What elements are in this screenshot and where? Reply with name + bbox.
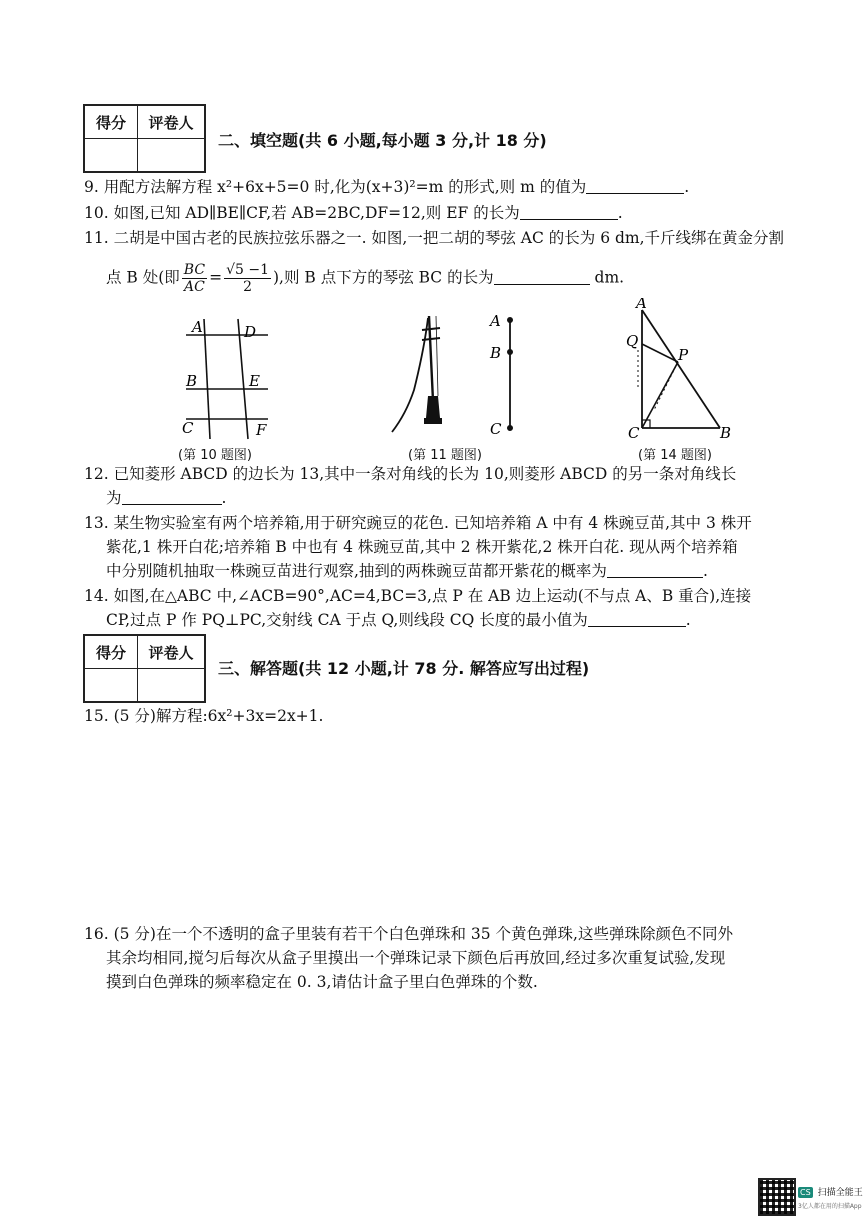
score-cell (84, 669, 138, 703)
question-11-line1: 11. 二胡是中国古老的民族拉弦乐器之一. 如图,一把二胡的琴弦 AC 的长为 6 dm,千斤线绑在黄金分割 (84, 229, 785, 247)
frac2-numerator: √5 −1 (226, 262, 269, 278)
cs-badge: CS (800, 1188, 811, 1197)
label-B: B (720, 424, 732, 442)
label-C: C (182, 419, 194, 437)
point-B (507, 349, 513, 355)
q14-prefix: CP,过点 P 作 PQ⊥PC,交射线 CA 于点 Q,则线段 CQ 长度的最小值为 (106, 611, 588, 629)
label-E: E (249, 372, 260, 390)
q9-text: 9. 用配方法解方程 x²+6x+5=0 时,化为(x+3)²=m 的形式,则 m 的值为 (84, 178, 587, 196)
line-adc (204, 319, 210, 439)
q11-unit: dm. (594, 268, 625, 287)
score-label: 得分 (84, 635, 138, 669)
erhu-base (424, 418, 442, 424)
section2-title: 二、填空题(共 6 小题,每小题 3 分,计 18 分) (218, 131, 547, 150)
frac-denominator: AC (184, 279, 205, 295)
q9-answer-blank[interactable] (586, 177, 684, 194)
score-cell (84, 139, 138, 173)
q11-text-a: 点 B 处(即 (106, 268, 180, 287)
q10-suffix: . (617, 204, 623, 222)
caption-fig10: (第 10 题图) (178, 448, 252, 463)
figure-14 (620, 298, 750, 444)
frac-numerator: BC (183, 262, 206, 278)
caption-fig11: (第 11 题图) (408, 448, 482, 463)
qr-code (758, 1178, 796, 1216)
q13-suffix: . (702, 562, 708, 580)
question-14-line1: 14. 如图,在△ABC 中,∠ACB=90°,AC=4,BC=3,点 P 在 AB 边上运动(不与点 A、B 重合),连接 (84, 587, 752, 605)
q12-suffix: . (221, 489, 227, 507)
question-15: 15. (5 分)解方程:6x²+3x=2x+1. (84, 707, 324, 725)
question-13-line2: 紫花,1 株开白花;培养箱 B 中也有 4 株豌豆苗,其中 2 株开紫花,2 株开白花. 现从两个培养箱 (106, 538, 738, 556)
q13-prefix: 中分别随机抽取一株豌豆苗进行观察,抽到的两株豌豆苗都开紫花的概率为 (106, 562, 607, 580)
figure-11-string (486, 308, 526, 440)
caption-fig14: (第 14 题图) (638, 448, 712, 463)
q11-text-b: ),则 B 点下方的琴弦 BC 的长为 (272, 268, 494, 287)
frac2-denominator: 2 (243, 279, 252, 295)
label-Q: Q (626, 332, 639, 350)
point-A (507, 317, 513, 323)
q14-answer-blank[interactable] (588, 610, 686, 627)
erhu-body (426, 396, 440, 418)
label-C: C (628, 424, 640, 442)
q11-answer-blank[interactable] (494, 268, 590, 285)
question-9 (84, 176, 804, 198)
erhu-peg-1 (422, 328, 440, 330)
q14-suffix: . (685, 611, 691, 629)
question-12-line2 (106, 487, 826, 509)
label-A: A (636, 298, 647, 312)
score-label: 得分 (84, 105, 138, 139)
question-14-line2 (106, 609, 826, 631)
scanner-watermark (798, 1180, 863, 1210)
label-F: F (256, 421, 267, 439)
score-table-section3 (83, 634, 206, 703)
question-16-line2: 其余均相同,搅匀后每次从盒子里摸出一个弹珠记录下颜色后再放回,经过多次重复试验,发现 (106, 949, 726, 967)
question-13-line1: 13. 某生物实验室有两个培养箱,用于研究豌豆的花色. 已知培养箱 A 中有 4 株豌豆苗,其中 3 株开 (84, 514, 752, 532)
question-11-line2 (106, 262, 826, 295)
frac-equals: = (209, 268, 223, 287)
question-13-line3 (106, 560, 826, 582)
q10-answer-blank[interactable] (520, 203, 618, 220)
watermark-title: 扫描全能王 (817, 1188, 863, 1198)
golden-ratio-fraction (182, 262, 207, 295)
label-B: B (490, 344, 502, 362)
reviewer-label: 评卷人 (138, 635, 206, 669)
label-A: A (192, 318, 203, 336)
label-P: P (678, 346, 689, 364)
label-A: A (490, 312, 501, 330)
label-D: D (244, 323, 257, 341)
question-16-line1: 16. (5 分)在一个不透明的盒子里装有若干个白色弹珠和 35 个黄色弹珠,这些弹珠除颜色不同外 (84, 925, 733, 943)
q12-answer-blank[interactable] (122, 488, 222, 505)
erhu-bow (392, 318, 428, 432)
label-B: B (186, 372, 198, 390)
question-10 (84, 202, 804, 224)
point-C (507, 425, 513, 431)
figure-10 (176, 315, 286, 443)
reviewer-cell (138, 669, 206, 703)
question-12-line1: 12. 已知菱形 ABCD 的边长为 13,其中一条对角线的长为 10,则菱形 ABCD 的另一条对角线长 (84, 465, 737, 483)
question-16-line3: 摸到白色弹珠的频率稳定在 0. 3,请估计盒子里白色弹珠的个数. (106, 973, 538, 991)
label-C: C (490, 420, 502, 438)
section3-title: 三、解答题(共 12 小题,计 78 分. 解答应写出过程) (218, 659, 590, 678)
golden-value-fraction (224, 262, 271, 295)
q10-text: 10. 如图,已知 AD∥BE∥CF,若 AB=2BC,DF=12,则 EF 的长为 (84, 204, 520, 222)
score-table-section2 (83, 104, 206, 173)
q12-prefix: 为 (106, 489, 122, 507)
reviewer-label: 评卷人 (138, 105, 206, 139)
segment-qp (642, 344, 678, 362)
watermark-subtitle: 3亿人都在用的扫描App (798, 1203, 862, 1210)
reviewer-cell (138, 139, 206, 173)
q9-suffix: . (684, 178, 690, 196)
side-ab (642, 310, 720, 428)
q13-answer-blank[interactable] (607, 561, 703, 578)
